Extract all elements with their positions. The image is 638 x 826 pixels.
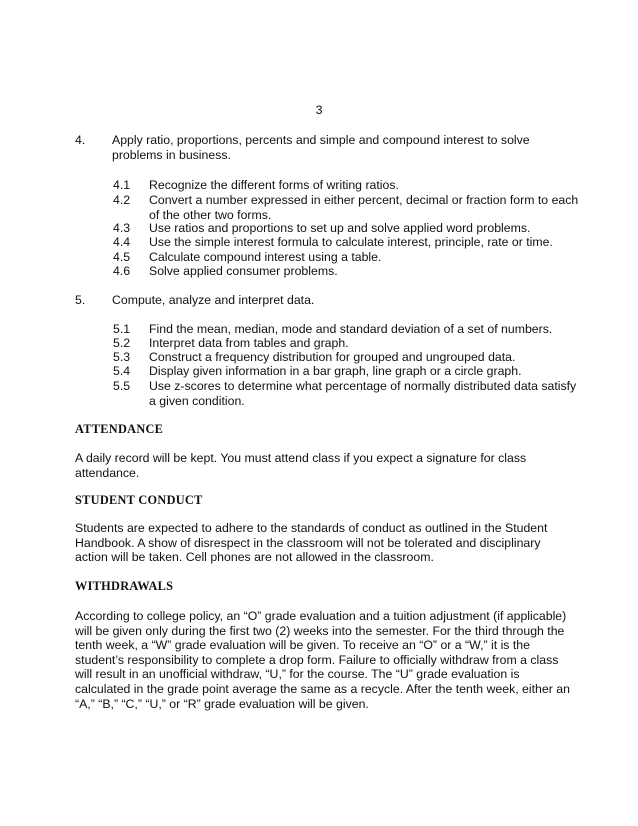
subobjective-4-4 [113, 235, 583, 250]
subobjective-text: Recognize the different forms of writing ratios. [149, 178, 399, 192]
subobjective-number: 5.4 [113, 364, 131, 378]
subobjective-text: Solve applied consumer problems. [149, 264, 338, 278]
subobjective-text: Use the simple interest formula to calculate interest, principle, rate or time. [149, 235, 553, 249]
objective-5 [75, 293, 575, 308]
subobjective-5-1 [113, 322, 583, 337]
subobjective-5-4 [113, 364, 583, 379]
subobjective-text: Find the mean, median, mode and standard deviation of a set of numbers. [149, 322, 553, 336]
subobjective-text: Interpret data from tables and graph. [149, 336, 349, 350]
subobjective-4-2 [113, 193, 583, 222]
subobjective-number: 5.3 [113, 350, 131, 364]
section-heading-withdrawals: WITHDRAWALS [75, 579, 174, 593]
page-number: 3 [315, 103, 323, 117]
subobjective-number: 4.4 [113, 235, 131, 249]
subobjective-5-5 [113, 379, 583, 408]
subobjective-number: 4.6 [113, 264, 131, 278]
subobjective-text: Use ratios and proportions to set up and solve applied word problems. [149, 221, 531, 235]
subobjective-number: 4.1 [113, 178, 131, 192]
subobjective-text: Display given information in a bar graph, line graph or a circle graph. [149, 364, 522, 378]
section-body-attendance: A daily record will be kept. You must attend class if you expect a signature for class attendance. [75, 451, 527, 480]
subobjective-text: Construct a frequency distribution for grouped and ungrouped data. [149, 350, 516, 364]
subobjective-number: 4.3 [113, 221, 131, 235]
subobjective-number: 5.2 [113, 336, 131, 350]
subobjective-4-3 [113, 221, 583, 236]
subobjective-4-5 [113, 250, 583, 265]
section-body-withdrawals: According to college policy, an “O” grade evaluation and a tuition adjustment (if applicable) will be given only during the first two (2) weeks into the semester. For the third through the tenth week, a “W” grade evaluation will be given. To receive an “O” or a “W,” it is the student’s responsibility to complete a drop form. Failure to officially withdraw from a class will result in an unofficial withdraw, “U,” for the course. The “U” grade evaluation is calculated in the grade point average the same as a recycle. After the tenth week, either an “A,” “B,” “C,” “U,” or “R” grade evaluation will be given. [75, 609, 570, 711]
subobjective-5-3 [113, 350, 583, 365]
objective-4 [75, 133, 575, 162]
subobjective-5-2 [113, 336, 583, 351]
subobjective-text: Convert a number expressed in either percent, decimal or fraction form to each of the other two forms. [149, 193, 579, 222]
objective-number: 5. [75, 293, 86, 307]
subobjective-4-1 [113, 178, 583, 193]
section-heading-attendance: ATTENDANCE [75, 422, 164, 436]
subobjective-text: Use z-scores to determine what percentage of normally distributed data satisfy a given condition. [149, 379, 577, 408]
objective-text: Apply ratio, proportions, percents and simple and compound interest to solve problems in business. [112, 133, 530, 162]
section-body-student-conduct: Students are expected to adhere to the standards of conduct as outlined in the Student Handbook. A show of disrespect in the classroom will not be tolerated and disciplinary action will be taken. Cell phones are not allowed in the classroom. [75, 521, 548, 565]
subobjective-number: 5.1 [113, 322, 131, 336]
subobjective-4-6 [113, 264, 583, 279]
subobjective-number: 4.2 [113, 193, 131, 207]
objective-number: 4. [75, 133, 86, 147]
subobjective-text: Calculate compound interest using a table. [149, 250, 382, 264]
section-heading-student-conduct: STUDENT CONDUCT [75, 493, 203, 507]
subobjective-number: 4.5 [113, 250, 131, 264]
subobjective-number: 5.5 [113, 379, 131, 393]
objective-text: Compute, analyze and interpret data. [112, 293, 315, 307]
